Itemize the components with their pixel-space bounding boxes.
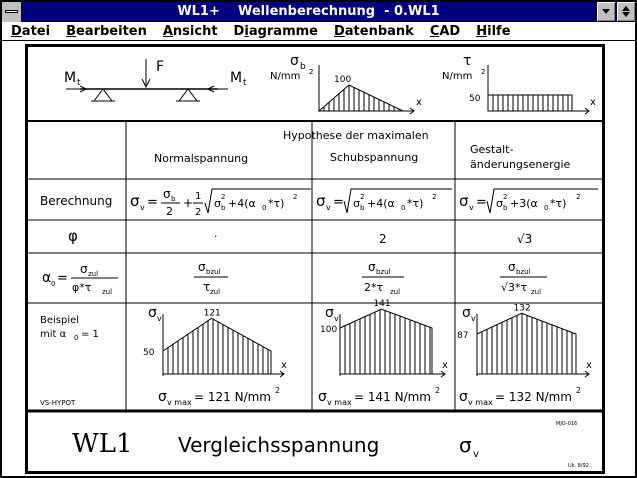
example-result-sup: 2 [435, 386, 441, 395]
f2-sigma: σ [316, 192, 326, 210]
a2-den: 2*τ [364, 281, 384, 294]
minimize-icon [602, 9, 610, 14]
tau-symbol: τ [463, 53, 472, 69]
example-result-sub: v max [327, 398, 352, 407]
f3-eq: = [476, 195, 487, 210]
formula-schub [316, 189, 452, 213]
example-sigma-sub: v [471, 314, 476, 323]
example-sigma-sub: v [334, 314, 339, 323]
menu-bar [2, 23, 635, 41]
col-schubspannung: Schubspannung [330, 151, 419, 164]
f1-inner-startau: *τ) [268, 197, 285, 210]
example-result-sigma: σ [318, 389, 327, 405]
alpha-sub: 0 [51, 280, 56, 288]
drawing-sheet [25, 44, 605, 474]
menu-bearbeiten[interactable] [57, 23, 154, 40]
menu-diagramme-rest2: agramme [248, 24, 318, 39]
footer-code-top: MJO-016 [556, 421, 578, 427]
footer-sigma-sub: v [473, 449, 479, 460]
f3-sigma: σ [459, 192, 469, 210]
alpha-num-sub: zul [88, 270, 99, 278]
f3-inner-alpha-sub: 0 [544, 204, 549, 212]
example-result-sub: v max [468, 398, 493, 407]
menu-datenbank-mnemonic: D [333, 24, 345, 39]
example-axis-x: x [586, 360, 592, 371]
a1-den: τ [203, 280, 211, 294]
sigma-b-sub: b [300, 62, 306, 72]
example-peak-label: 141 [373, 299, 391, 310]
hypothesis-header: Hypothese der maximalen [283, 129, 429, 142]
col-normalspannung: Normalspannung [154, 152, 249, 165]
sigma-b-peak: 100 [334, 75, 352, 85]
phi-col2: 2 [379, 232, 387, 246]
sigma-b-unit: N/mm [270, 71, 301, 82]
f3-v: v [469, 203, 474, 212]
f1-inner-b: b [221, 204, 226, 212]
menu-ansicht-mnemonic: A [162, 24, 173, 39]
example-result-value: = 121 N/mm [194, 390, 271, 404]
menu-bearbeiten-mnemonic: B [66, 24, 76, 39]
example-left-label: 100 [320, 325, 338, 335]
f1-two2: 2 [195, 207, 202, 218]
f3-inner-times: +3(α [510, 197, 538, 210]
f2-inner-sq: 2 [360, 193, 365, 201]
row-phi-label: φ [68, 227, 78, 245]
example-result-sub: v max [167, 398, 192, 407]
menu-diagramme[interactable] [225, 23, 325, 40]
a1-den-sub: zul [210, 288, 221, 296]
f1-inner-sq2: 2 [293, 193, 298, 201]
mt-right-label: M [230, 70, 243, 86]
example-charts [143, 299, 592, 407]
f1-inner-alpha-sub: 0 [262, 204, 267, 212]
alpha-num-sigma: σ [80, 262, 88, 276]
example-result-sigma: σ [459, 389, 468, 405]
example-result-value: = 141 N/mm [354, 390, 431, 404]
f1-inner-times: +4(α [228, 197, 256, 210]
example-chart-3 [457, 303, 592, 407]
tau-rect [488, 95, 572, 111]
a2-num: σ [368, 260, 376, 274]
menu-cad[interactable] [421, 23, 467, 40]
f1-inner-sq: 2 [221, 193, 226, 201]
tau-level: 50 [469, 94, 481, 104]
example-chart-1 [143, 305, 287, 407]
example-peak-label: 132 [513, 303, 531, 314]
sigma-b-unit-sup: 2 [309, 68, 314, 76]
example-sigma-label: σ [148, 305, 157, 321]
mt-left-label: M [64, 70, 77, 86]
f1-two: 2 [166, 205, 173, 218]
menu-datenbank[interactable] [325, 23, 421, 40]
footer-code-bottom: Uk. 8/92 [568, 463, 589, 469]
example-sigma-sub: v [157, 314, 162, 323]
sigma-b-axis-x: x [416, 97, 422, 108]
f3-inner-sigma: σ [496, 197, 503, 210]
menu-bearbeiten-rest: earbeiten [75, 24, 147, 39]
a3-den: √3*τ [501, 281, 528, 294]
f2-inner-startau: *τ) [407, 197, 424, 210]
menu-ansicht-rest: nsicht [172, 24, 218, 39]
menu-datei[interactable] [2, 23, 57, 40]
menu-diagramme-mnemonic: i [244, 24, 249, 39]
f1-v: v [140, 203, 145, 212]
menu-datei-rest: atei [21, 24, 51, 39]
f1-one: 1 [195, 191, 202, 202]
beispiel-alpha-sub: 0 [74, 334, 79, 342]
menu-cad-mnemonic: C [429, 24, 440, 39]
menu-datenbank-rest: atenbank [344, 24, 414, 39]
mt-right-sub: t [243, 78, 247, 88]
f3-inner-b: b [503, 204, 508, 212]
footer-logo: WL1 [72, 429, 133, 459]
sigma-b-symbol: σ [290, 53, 299, 69]
phi-col3: √3 [517, 232, 533, 246]
example-sigma-label: σ [325, 305, 334, 321]
maximize-icon [622, 6, 630, 11]
sigma-b-triangle [319, 85, 403, 111]
formula-normal [130, 187, 311, 218]
drawing-area[interactable] [2, 42, 635, 476]
a3-den-sub: zul [531, 288, 542, 296]
f1-eq: = [147, 195, 158, 210]
title-bar[interactable] [2, 2, 635, 22]
example-axis-x: x [281, 360, 287, 371]
beispiel-line1: Beispiel [40, 315, 80, 326]
col-gestalt-line1: Gestalt- [470, 143, 514, 156]
example-left-label: 87 [457, 330, 469, 341]
phi-col1: . [214, 227, 218, 240]
example-stress-curve [163, 318, 271, 374]
mt-left-sub: t [77, 78, 81, 88]
example-sigma-label: σ [462, 305, 471, 321]
beam-sketch [66, 59, 228, 101]
a1-num: σ [198, 260, 206, 274]
f1-plus: + [183, 196, 194, 210]
window-title: WL1+ Wellenberechnung - 0.WL1 [177, 4, 440, 19]
system-menu-icon[interactable] [2, 2, 22, 22]
tau-chart [442, 53, 596, 114]
vs-hypot-label: VS-HYPOT [40, 399, 76, 407]
menu-cad-rest: AD [439, 24, 461, 39]
example-chart-2 [318, 299, 448, 407]
example-result-sup: 2 [576, 386, 582, 395]
f2-inner-sigma: σ [353, 197, 360, 210]
menu-hilfe[interactable] [467, 23, 517, 40]
example-result-value: = 132 N/mm [495, 390, 572, 404]
example-left-label: 50 [143, 348, 155, 358]
tau-axis-x: x [590, 97, 596, 108]
row-berechnung-label: Berechnung [40, 194, 113, 208]
f1-b: b [171, 195, 176, 203]
force-label: F [156, 59, 165, 75]
f3-inner-sq2: 2 [576, 193, 581, 201]
a1-num-sub: bzul [206, 268, 221, 276]
tau-unit-sup: 2 [481, 68, 486, 76]
example-result-sup: 2 [275, 386, 281, 395]
sigma-b-chart [270, 53, 422, 114]
f2-inner-alpha-sub: 0 [401, 204, 406, 212]
footer-sigma: σ [459, 433, 472, 457]
alpha-col1 [194, 260, 228, 296]
a2-num-sub: bzul [376, 268, 391, 276]
menu-hilfe-rest: ilfe [487, 24, 511, 39]
col-gestalt-line2: änderungsenergie [470, 158, 571, 171]
alpha-col3 [500, 260, 547, 296]
f2-inner-sq2: 2 [432, 193, 437, 201]
alpha-definition [42, 262, 118, 296]
a3-num: σ [508, 260, 516, 274]
alpha-den: φ*τ [72, 281, 92, 294]
alpha-den-sub: zul [102, 288, 113, 296]
example-result-sigma: σ [158, 389, 167, 405]
menu-datei-mnemonic: D [11, 24, 22, 39]
example-axis-x: x [442, 360, 448, 371]
menu-ansicht[interactable] [154, 23, 225, 40]
alpha-symbol: α [42, 270, 52, 286]
minimize-button[interactable] [596, 2, 615, 21]
menu-hilfe-mnemonic: H [476, 24, 488, 39]
maximize-button[interactable] [616, 2, 635, 21]
f3-inner-startau: *τ) [550, 197, 567, 210]
beispiel-alpha-val: = 1 [81, 329, 99, 340]
a2-den-sub: zul [390, 288, 401, 296]
footer-title: Vergleichsspannung [178, 433, 380, 457]
formula-gestalt [459, 189, 598, 213]
f3-inner-sq: 2 [503, 193, 508, 201]
menu-diagramme-rest: D [233, 24, 245, 39]
example-stress-curve [340, 309, 432, 374]
example-peak-label: 121 [203, 308, 221, 319]
sheet-graphic [28, 47, 602, 471]
f2-eq: = [333, 195, 344, 210]
tau-unit: N/mm [442, 71, 473, 82]
f1-sigma: σ [130, 192, 140, 210]
beispiel-line2: mit α [40, 329, 67, 340]
a3-num-sub: bzul [516, 268, 531, 276]
f2-v: v [326, 203, 331, 212]
f1-inner-sigma: σ [214, 197, 221, 210]
f2-inner-b: b [360, 204, 365, 212]
alpha-col2 [362, 260, 404, 296]
alpha-eq: = [57, 271, 68, 286]
f1-sigmab: σ [163, 187, 171, 201]
f2-inner-times: +4(α [367, 197, 395, 210]
